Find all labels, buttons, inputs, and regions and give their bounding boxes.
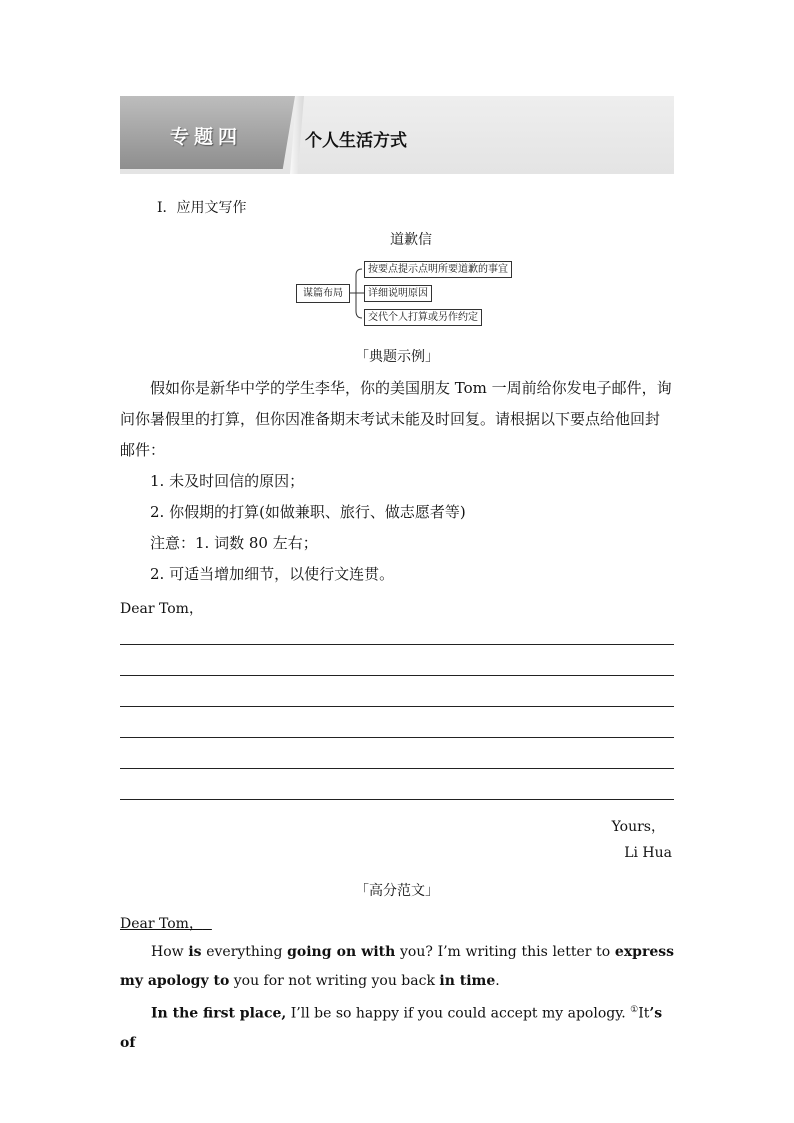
mindmap-root: 谋篇布局 [296,284,350,303]
task-point-1: 1. 未及时回信的原因； [150,472,305,490]
section-heading: Ⅰ．应用文写作 [157,200,247,216]
writing-line[interactable] [120,706,674,707]
letter-salutation: Dear Tom， [120,601,203,617]
writing-line[interactable] [120,737,674,738]
footnote-marker: ① [630,1005,639,1015]
writing-line[interactable] [120,799,674,800]
task-prompt: 假如你是新华中学的学生李华，你的美国朋友 Tom 一周前给你发电子邮件，询问你暑假里的打算，但你因准备期末考试未能及时回复。请根据以下要点给他回封邮件： [120,379,672,459]
letter-signature: Li Hua [624,845,672,861]
model-paragraph-2: In the first place, I’ll be so happy if you could accept my apology. ①It’s of [120,1005,663,1051]
model-paragraph-1: How is everything going on with you? I’m writing this letter to express my apology to you for not writing you back in time. [120,944,674,989]
writing-line[interactable] [120,675,674,676]
topic-number: 专题四 [170,126,243,148]
mindmap-node: 按要点提示点明所要道歉的事宜 [364,261,512,278]
letter-type-title: 道歉信 [390,232,432,248]
writing-line[interactable] [120,768,674,769]
topic-title: 个人生活方式 [305,131,407,151]
task-note-2: 2. 可适当增加细节，以使行文连贯。 [150,565,395,583]
model-salutation: Dear Tom， [120,916,203,932]
model-heading: 「高分范文」 [355,883,439,899]
writing-line[interactable] [120,644,674,645]
mindmap-node: 详细说明原因 [364,285,432,302]
structure-mindmap [296,256,536,328]
task-point-2: 2. 你假期的打算(如做兼职、旅行、做志愿者等) [150,503,466,521]
task-note-1: 注意：1. 词数 80 左右； [150,534,318,552]
topic-banner [120,96,674,174]
example-heading: 「典题示例」 [355,349,439,365]
letter-closing: Yours， [611,819,665,835]
mindmap-node: 交代个人打算或另作约定 [364,309,482,326]
